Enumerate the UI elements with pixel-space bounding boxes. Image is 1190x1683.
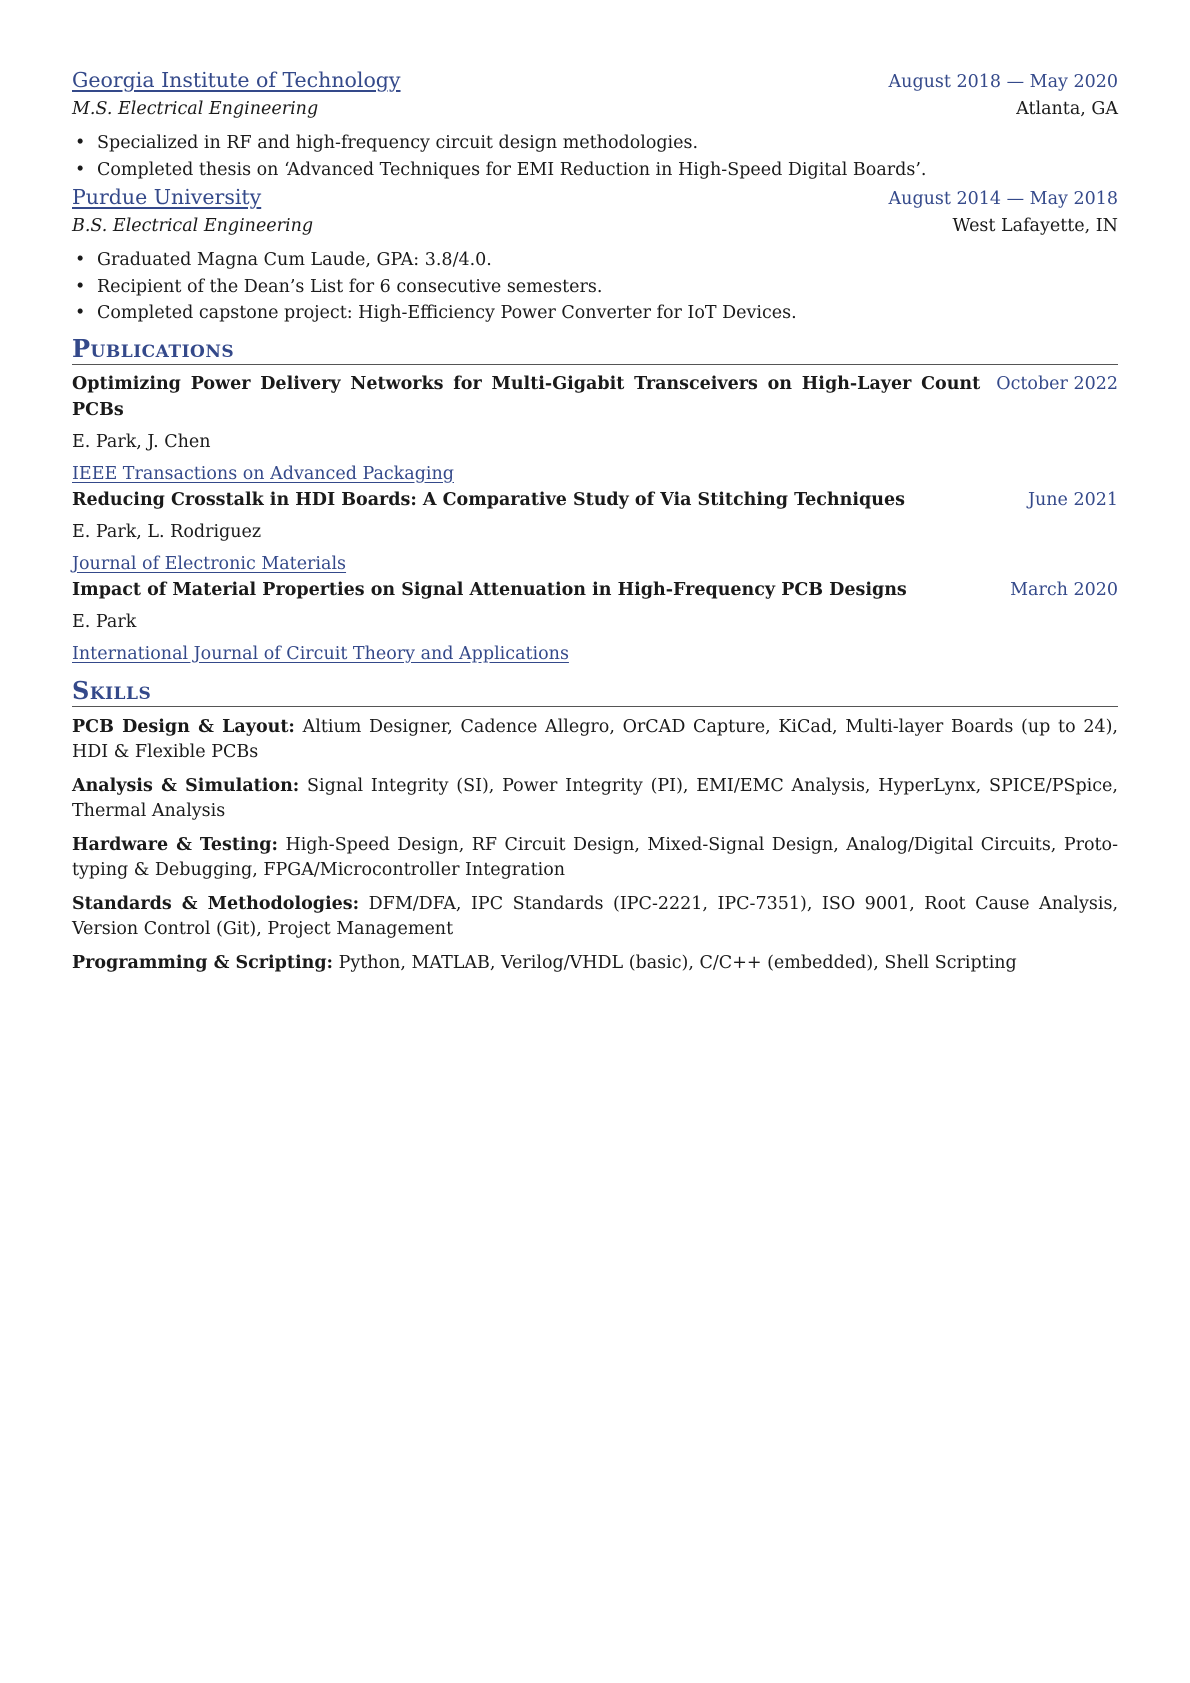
- publication-authors: E. Park, J. Chen: [72, 431, 211, 452]
- skill-list: Altium Designer, Cadence Allegro, OrCAD Capture, KiCad, Multi-layer Boards (up to 24), HDI & Flexible PCBs: [72, 716, 1118, 762]
- education-header-row: [72, 66, 1118, 96]
- skill-category-label: Analysis & Simulation:: [72, 775, 300, 796]
- publication-header-row: [72, 371, 1118, 423]
- skill-category-label: Hardware & Testing:: [72, 834, 278, 855]
- education-bullets: [72, 247, 1118, 327]
- education-dates: August 2014 — May 2018: [888, 189, 1118, 209]
- skill-list: Python, MATLAB, Verilog/VHDL (basic), C/C++ (embedded), Shell Scripting: [338, 952, 1017, 973]
- publication-entry: [72, 487, 1118, 577]
- publication-date: October 2022: [996, 373, 1118, 394]
- skill-row: [72, 774, 1118, 824]
- section-heading-publications: Publications: [72, 335, 1118, 365]
- skill-list: Signal Integrity (SI), Power Integrity (PI), EMI/EMC Analysis, HyperLynx, SPICE/PSpice, Thermal Analysis: [72, 775, 1118, 821]
- education-dates: August 2018 — May 2020: [888, 72, 1118, 92]
- school-name-link[interactable]: Georgia Institute of Technology: [72, 68, 401, 92]
- skill-category-label: Programming & Scripting:: [72, 952, 334, 973]
- skill-row: [72, 951, 1118, 976]
- degree: B.S. Electrical Engineering: [72, 216, 314, 236]
- publication-entry: [72, 371, 1118, 487]
- skill-category-label: PCB Design & Layout:: [72, 716, 295, 737]
- education-entry-purdue: [72, 183, 1118, 327]
- publication-date: June 2021: [1027, 489, 1118, 510]
- skill-row: [72, 892, 1118, 942]
- education-location: Atlanta, GA: [1016, 99, 1118, 119]
- publication-header-row: [72, 577, 1118, 603]
- bullet-item: • Recipient of the Dean’s List for 6 consecutive semesters.: [97, 274, 1118, 301]
- publication-title: Optimizing Power Delivery Networks for Multi-Gigabit Transceivers on High-Layer Count PCBs: [72, 373, 981, 420]
- bullet-item: • Graduated Magna Cum Laude, GPA: 3.8/4.0.: [97, 247, 1118, 274]
- skill-row: [72, 833, 1118, 883]
- degree: M.S. Electrical Engineering: [72, 99, 319, 119]
- publication-entry: [72, 577, 1118, 667]
- section-heading-skills: Skills: [72, 677, 1118, 707]
- publication-title: Reducing Crosstalk in HDI Boards: A Comparative Study of Via Stitching Techniques: [72, 489, 905, 510]
- publication-venue-link[interactable]: Journal of Electronic Materials: [72, 553, 347, 574]
- skill-list: High-Speed Design, RF Circuit Design, Mixed-Signal Design, Analog/Digital Circuits, Prototyping & Debugging, FPGA/Microcontroller Integration: [72, 834, 1118, 880]
- education-location: West Lafayette, IN: [952, 216, 1118, 236]
- bullet-item: • Completed capstone project: High-Efficiency Power Converter for IoT Devices.: [97, 300, 1118, 327]
- bullet-item: • Completed thesis on ‘Advanced Techniques for EMI Reduction in High-Speed Digital Boards’.: [97, 157, 1118, 184]
- skill-category-label: Standards & Methodologies:: [72, 893, 360, 914]
- skill-list: DFM/DFA, IPC Standards (IPC-2221, IPC-7351), ISO 9001, Root Cause Analysis, Version Control (Git), Project Management: [72, 893, 1119, 939]
- publication-venue-link[interactable]: IEEE Transactions on Advanced Packaging: [72, 463, 454, 484]
- publication-authors: E. Park: [72, 611, 137, 632]
- school-name-link[interactable]: Purdue University: [72, 185, 262, 209]
- education-bullets: [72, 130, 1118, 183]
- skill-row: [72, 715, 1118, 765]
- publication-date: March 2020: [1010, 579, 1118, 600]
- publication-authors: E. Park, L. Rodriguez: [72, 521, 262, 542]
- education-subheader-row: [72, 96, 1118, 123]
- publication-header-row: [72, 487, 1118, 513]
- publication-title: Impact of Material Properties on Signal Attenuation in High-Frequency PCB Designs: [72, 579, 907, 600]
- education-subheader-row: [72, 213, 1118, 240]
- bullet-item: • Specialized in RF and high-frequency circuit design methodologies.: [97, 130, 1118, 157]
- publication-venue-link[interactable]: International Journal of Circuit Theory and Applications: [72, 643, 569, 664]
- education-header-row: [72, 183, 1118, 213]
- education-entry-georgia-tech: [72, 66, 1118, 183]
